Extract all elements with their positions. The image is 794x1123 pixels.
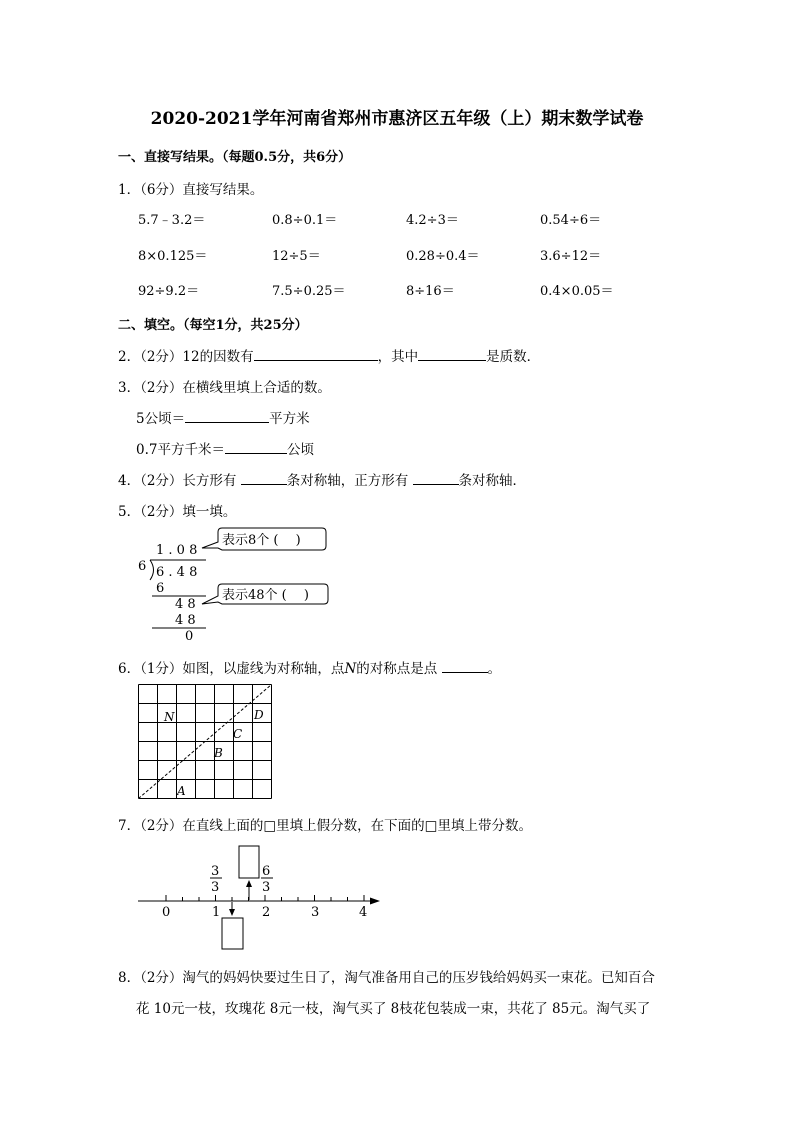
long-division-figure xyxy=(130,526,340,648)
page-title: 2020-2021学年河南省郑州市惠济区五年级（上）期末数学试卷 xyxy=(150,109,644,129)
answer-blank[interactable] xyxy=(413,470,459,485)
q3-line2-unit: 公顷 xyxy=(286,442,314,458)
calc-item: 0.54÷6＝ xyxy=(540,213,602,228)
q3-line1-label: 5公顷＝ xyxy=(136,411,186,427)
tick-label: 0 xyxy=(162,905,171,920)
question-5-text: 5．（2分）填一填。 xyxy=(118,504,237,520)
question-8-line1: 8．（2分）淘气的妈妈快要过生日了，淘气准备用自己的压岁钱给妈妈买一束花。已知百合 xyxy=(118,970,655,986)
question-6 xyxy=(118,657,501,677)
point-label-a: A xyxy=(177,784,186,798)
answer-blank[interactable] xyxy=(254,346,378,361)
division-remainder: 0 xyxy=(185,629,194,644)
calc-item: 7.5÷0.25＝ xyxy=(272,284,346,299)
question-3-text: 3．（2分）在横线里填上合适的数。 xyxy=(118,380,331,396)
question-1-text: 1．（6分）直接写结果。 xyxy=(118,182,264,198)
question-2-part2: ，其中 xyxy=(377,349,419,365)
calc-item: 0.4×0.05＝ xyxy=(540,284,614,299)
division-step1: 6 xyxy=(156,581,165,596)
question-6-part3: 。 xyxy=(487,661,502,677)
section-2-heading: 二、填空。（每空1分，共25分） xyxy=(118,318,308,333)
question-4-part2: 条对称轴，正方形有 xyxy=(286,473,409,489)
calc-item: 92÷9.2＝ xyxy=(138,284,200,299)
section-1-heading: 一、直接写结果。（每题0.5分，共6分） xyxy=(118,150,352,165)
answer-blank[interactable] xyxy=(442,658,488,673)
up-arrowhead-icon xyxy=(246,880,252,887)
division-step3: 4 8 xyxy=(175,613,196,628)
calc-item: 8÷16＝ xyxy=(406,284,455,299)
number-line-figure xyxy=(134,842,384,952)
calc-item: 8×0.125＝ xyxy=(138,249,208,264)
question-6-part2: 的对称点是点 xyxy=(356,661,438,677)
calc-item: 12÷5＝ xyxy=(272,249,321,264)
point-label-c: C xyxy=(233,727,243,741)
improper-fraction-answer-box[interactable] xyxy=(239,846,259,878)
symmetry-grid-figure xyxy=(138,684,274,802)
question-4-part3: 条对称轴． xyxy=(458,473,527,489)
answer-blank[interactable] xyxy=(225,439,287,454)
question-4 xyxy=(118,469,526,489)
answer-blank[interactable] xyxy=(418,346,486,361)
fraction-2-numerator: 6 xyxy=(262,864,271,879)
q3-line1-unit: 平方米 xyxy=(269,411,310,427)
tick-label: 4 xyxy=(359,905,368,920)
question-6-variable: N xyxy=(344,661,357,677)
question-6-part1: 6．（1分）如图，以虚线为对称轴，点 xyxy=(118,661,345,677)
calc-item: 0.8÷0.1＝ xyxy=(272,213,338,228)
fraction-2-denominator: 3 xyxy=(262,880,271,895)
number-line-arrowhead xyxy=(370,898,380,905)
question-2-part1: 2．（2分）12的因数有 xyxy=(118,349,254,365)
question-8-line2: 花 10元一枝，玫瑰花 8元一枝，淘气买了 8枝花包装成一束，共花了 85元。淘气买了 xyxy=(136,1001,651,1017)
question-3-line2 xyxy=(136,438,314,458)
division-quotient: 1 . 0 8 xyxy=(156,543,198,558)
number-line-ticks xyxy=(166,895,364,901)
calc-item: 4.2÷3＝ xyxy=(406,213,459,228)
fraction-1-denominator: 3 xyxy=(211,880,220,895)
question-2 xyxy=(118,345,540,365)
q3-line2-label: 0.7平方千米＝ xyxy=(136,442,225,458)
calc-item: 5.7﹣3.2＝ xyxy=(138,213,206,228)
division-divisor: 6 xyxy=(138,559,147,574)
division-step2: 4 8 xyxy=(175,597,196,612)
calc-item: 0.28÷0.4＝ xyxy=(406,249,480,264)
tick-label: 1 xyxy=(212,905,221,920)
fraction-1-numerator: 3 xyxy=(211,864,220,879)
calc-item: 3.6÷12＝ xyxy=(540,249,602,264)
tick-label: 2 xyxy=(262,905,271,920)
question-2-part3: 是质数． xyxy=(486,349,541,365)
callout-text-2: 表示48个 ( ) xyxy=(222,588,309,603)
division-bracket xyxy=(150,560,154,580)
point-label-n: N xyxy=(164,710,175,724)
down-arrowhead-icon xyxy=(229,909,235,916)
answer-blank[interactable] xyxy=(185,408,269,423)
question-3-line1 xyxy=(136,407,310,427)
answer-blank[interactable] xyxy=(241,470,287,485)
mixed-number-answer-box[interactable] xyxy=(222,918,243,949)
question-7-text: 7．（2分）在直线上面的□里填上假分数，在下面的□里填上带分数。 xyxy=(118,818,532,834)
question-4-part1: 4．（2分）长方形有 xyxy=(118,473,237,489)
point-label-d: D xyxy=(254,708,264,722)
tick-label: 3 xyxy=(311,905,320,920)
division-dividend: 6 . 4 8 xyxy=(156,565,198,580)
callout-text-1: 表示8个 ( ) xyxy=(222,533,301,548)
point-label-b: B xyxy=(214,746,223,760)
